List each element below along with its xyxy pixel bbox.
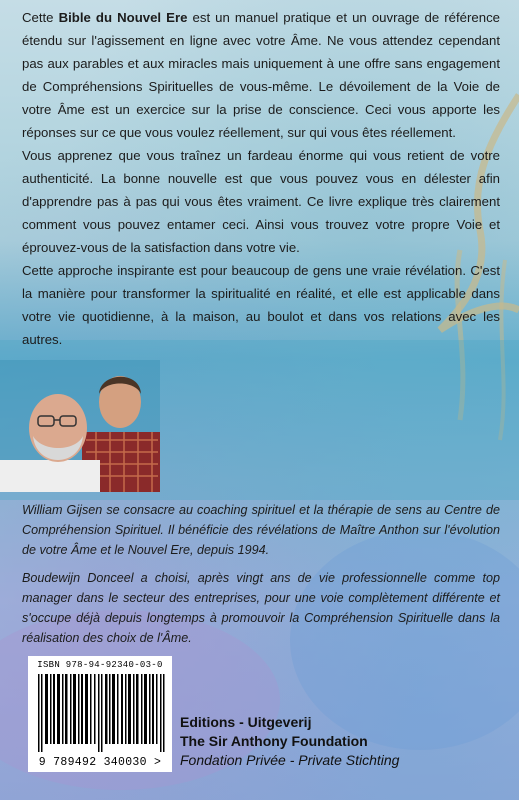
bio-william-gijsen: William Gijsen se consacre au coaching spirituel et la thérapie de sens au Centre de Compréhension Spirituel. Il bénéficie des révélations de Maître Anthon sur l'évolution de votre Âme et le Nouvel Ere, depuis 1994. (22, 503, 500, 557)
author-1-shirt (0, 460, 100, 492)
isbn-number: ISBN 978-94-92340-03-0 (37, 660, 163, 670)
description-paragraph-2: Vous apprenez que vous traînez un fardeau énorme qui vous retient de votre authenticité. La bonne nouvelle est que vous pouvez vous en délester afin d'apprendre pas à pas qui vous êtes vraiment. Ce livre explique très clairement comment vous pouvez entamer ceci. Ainsi vous trouvez votre propre Voie et éprouvez-vous de la satisfaction dans votre vie. (22, 148, 500, 255)
bio-boudewijn-donceel: Boudewijn Donceel a choisi, après vingt ans de vie professionnelle comme top manager dans le secteur des entreprises, pour une voie complètement différente et s'occupe déjà depuis longtemps à promouvoir la Compréhension Spirituelle dans la réalisation des choix de l'Âme. (22, 571, 500, 645)
ean-number: 9 789492 340030 > (38, 756, 162, 769)
publisher-line-1: Editions - Uitgeverij (180, 714, 312, 730)
description-paragraph-1 (22, 6, 500, 144)
publisher-line-2: The Sir Anthony Foundation (180, 733, 368, 749)
description-text (22, 6, 500, 351)
book-title-inline: Bible du Nouvel Ere (58, 10, 188, 25)
description-paragraph-3: Cette approche inspirante est pour beaucoup de gens une vraie révélation. C'est la manière pour transformer la spiritualité en réalité, et elle est applicable dans votre vie quotidienne, à la maison, au boulot et dans vos relations avec les autres. (22, 263, 500, 347)
publisher-info (180, 713, 399, 770)
authors-bio (22, 500, 500, 656)
barcode-bars (38, 674, 166, 752)
publisher-line-3: Fondation Privée - Private Stichting (180, 752, 400, 768)
authors-photo-illustration (0, 360, 160, 492)
description-rest: est un manuel pratique et un ouvrage de référence étendu sur l'agissement en ligne avec votre Âme. Ne vous attendez cependant pas aux parables et aux miracles mais uniquement à une offre sans engagement de Compréhensions Spirituelles de vous-même. Le dévoilement de la Voie de votre Âme est un exercice sur la prise de conscience. Ceci vous apporte les réponses sur ce que vous voulez réellement, sur qui vous êtes réellement. (22, 10, 501, 140)
isbn-barcode (28, 656, 172, 772)
description-prefix: Cette (22, 10, 59, 25)
authors-photo (0, 360, 160, 492)
